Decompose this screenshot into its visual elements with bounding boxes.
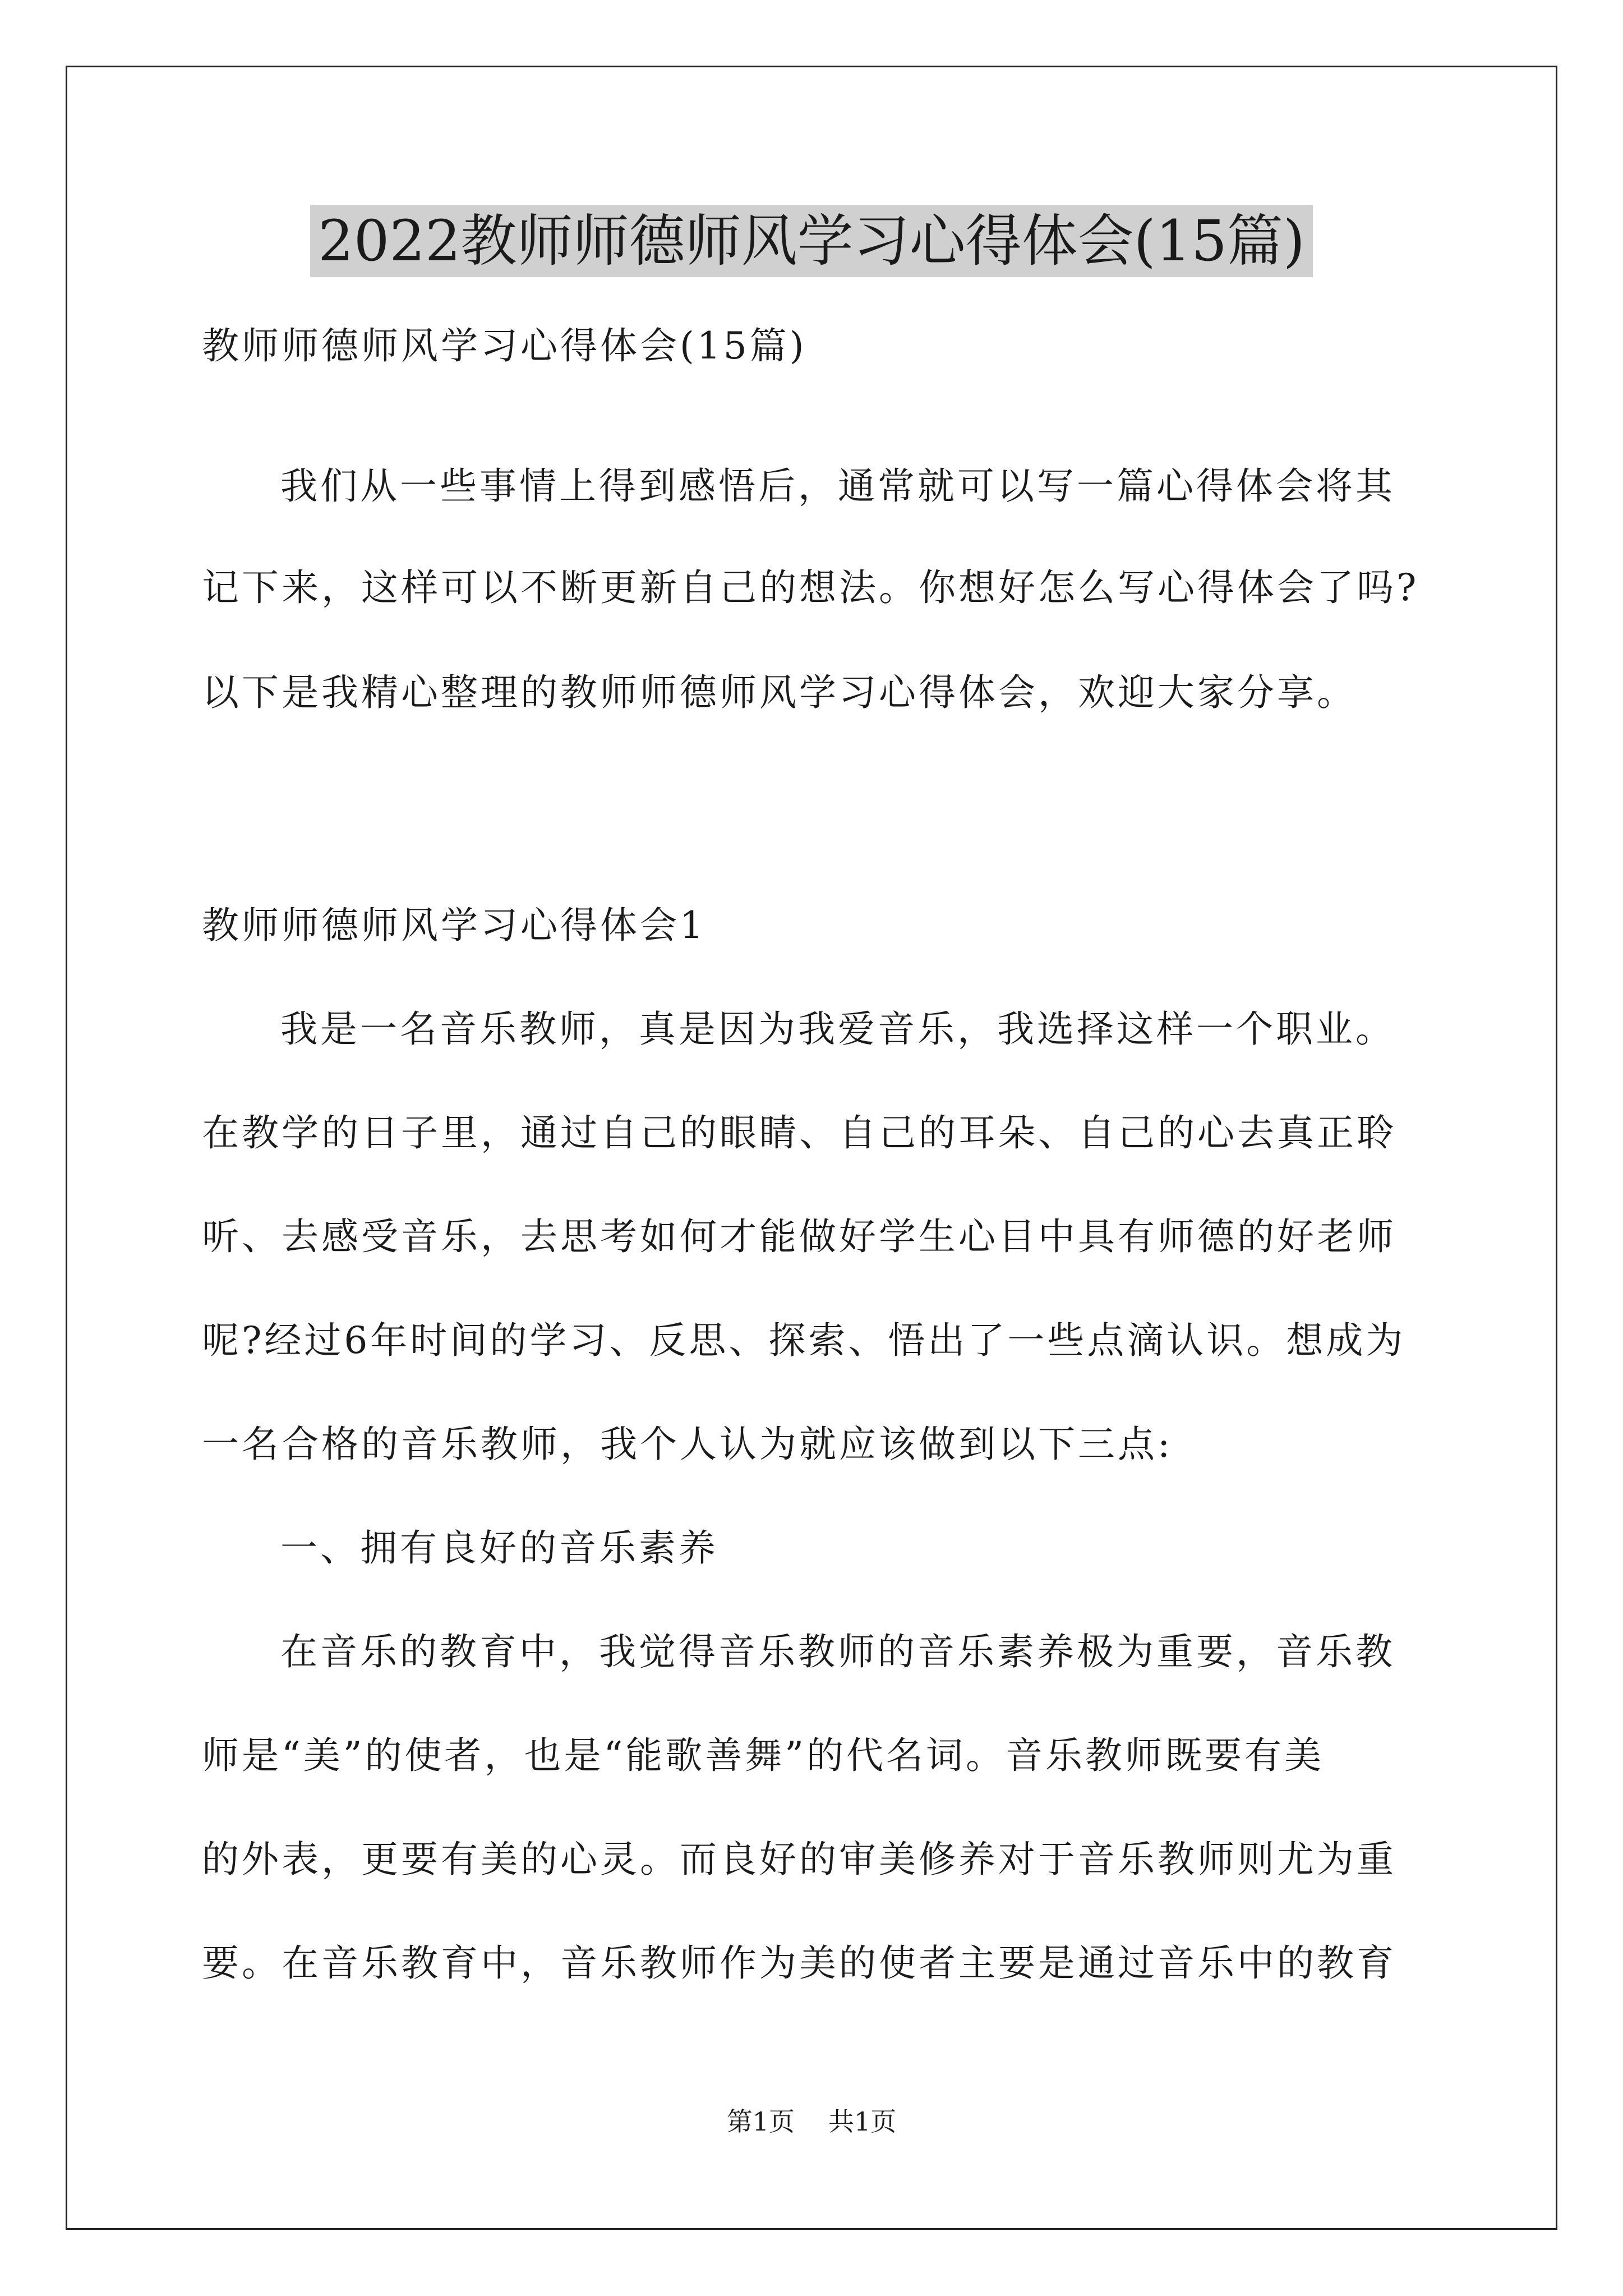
section-heading: 教师师德师风学习心得体会1	[202, 904, 706, 947]
page-number: 第1页	[726, 2106, 795, 2137]
paragraph-line: 记下来，这样可以不断更新自己的想法。你想好怎么写心得体会了吗?	[202, 566, 1419, 609]
paragraph-line: 的外表，更要有美的心灵。而良好的审美修养对于音乐教师则尤为重	[202, 1838, 1396, 1881]
paragraph-line: 要。在音乐教育中，音乐教师作为美的使者主要是通过音乐中的教育	[202, 1941, 1396, 1985]
paragraph-line: 我是一名音乐教师，真是因为我爱音乐，我选择这样一个职业。	[280, 1007, 1395, 1051]
paragraph-line: 以下是我精心整理的教师师德师风学习心得体会，欢迎大家分享。	[202, 671, 1357, 714]
paragraph-line: 师是“美”的使者，也是“能歌善舞”的代名词。音乐教师既要有美	[202, 1734, 1324, 1777]
paragraph-line: 在音乐的教育中，我觉得音乐教师的音乐素养极为重要，音乐教	[280, 1630, 1395, 1673]
document-title: 2022教师师德师风学习心得体会(15篇)	[0, 202, 1623, 280]
paragraph-line: 听、去感受音乐，去思考如何才能做好学生心目中具有师德的好老师	[202, 1215, 1396, 1258]
subsection-heading: 一、拥有良好的音乐素养	[280, 1526, 718, 1570]
paragraph-line: 呢?经过6年时间的学习、反思、探索、悟出了一些点滴认识。想成为	[202, 1319, 1406, 1362]
subtitle-line: 教师师德师风学习心得体会(15篇)	[202, 324, 807, 367]
paragraph-line: 我们从一些事情上得到感悟后，通常就可以写一篇心得体会将其	[280, 464, 1395, 508]
paragraph-line: 一名合格的音乐教师，我个人认为就应该做到以下三点:	[202, 1423, 1173, 1466]
page-total: 共1页	[828, 2106, 897, 2137]
page-footer	[0, 2105, 1623, 2138]
paragraph-line: 在教学的日子里，通过自己的眼睛、自己的耳朵、自己的心去真正聆	[202, 1111, 1396, 1154]
